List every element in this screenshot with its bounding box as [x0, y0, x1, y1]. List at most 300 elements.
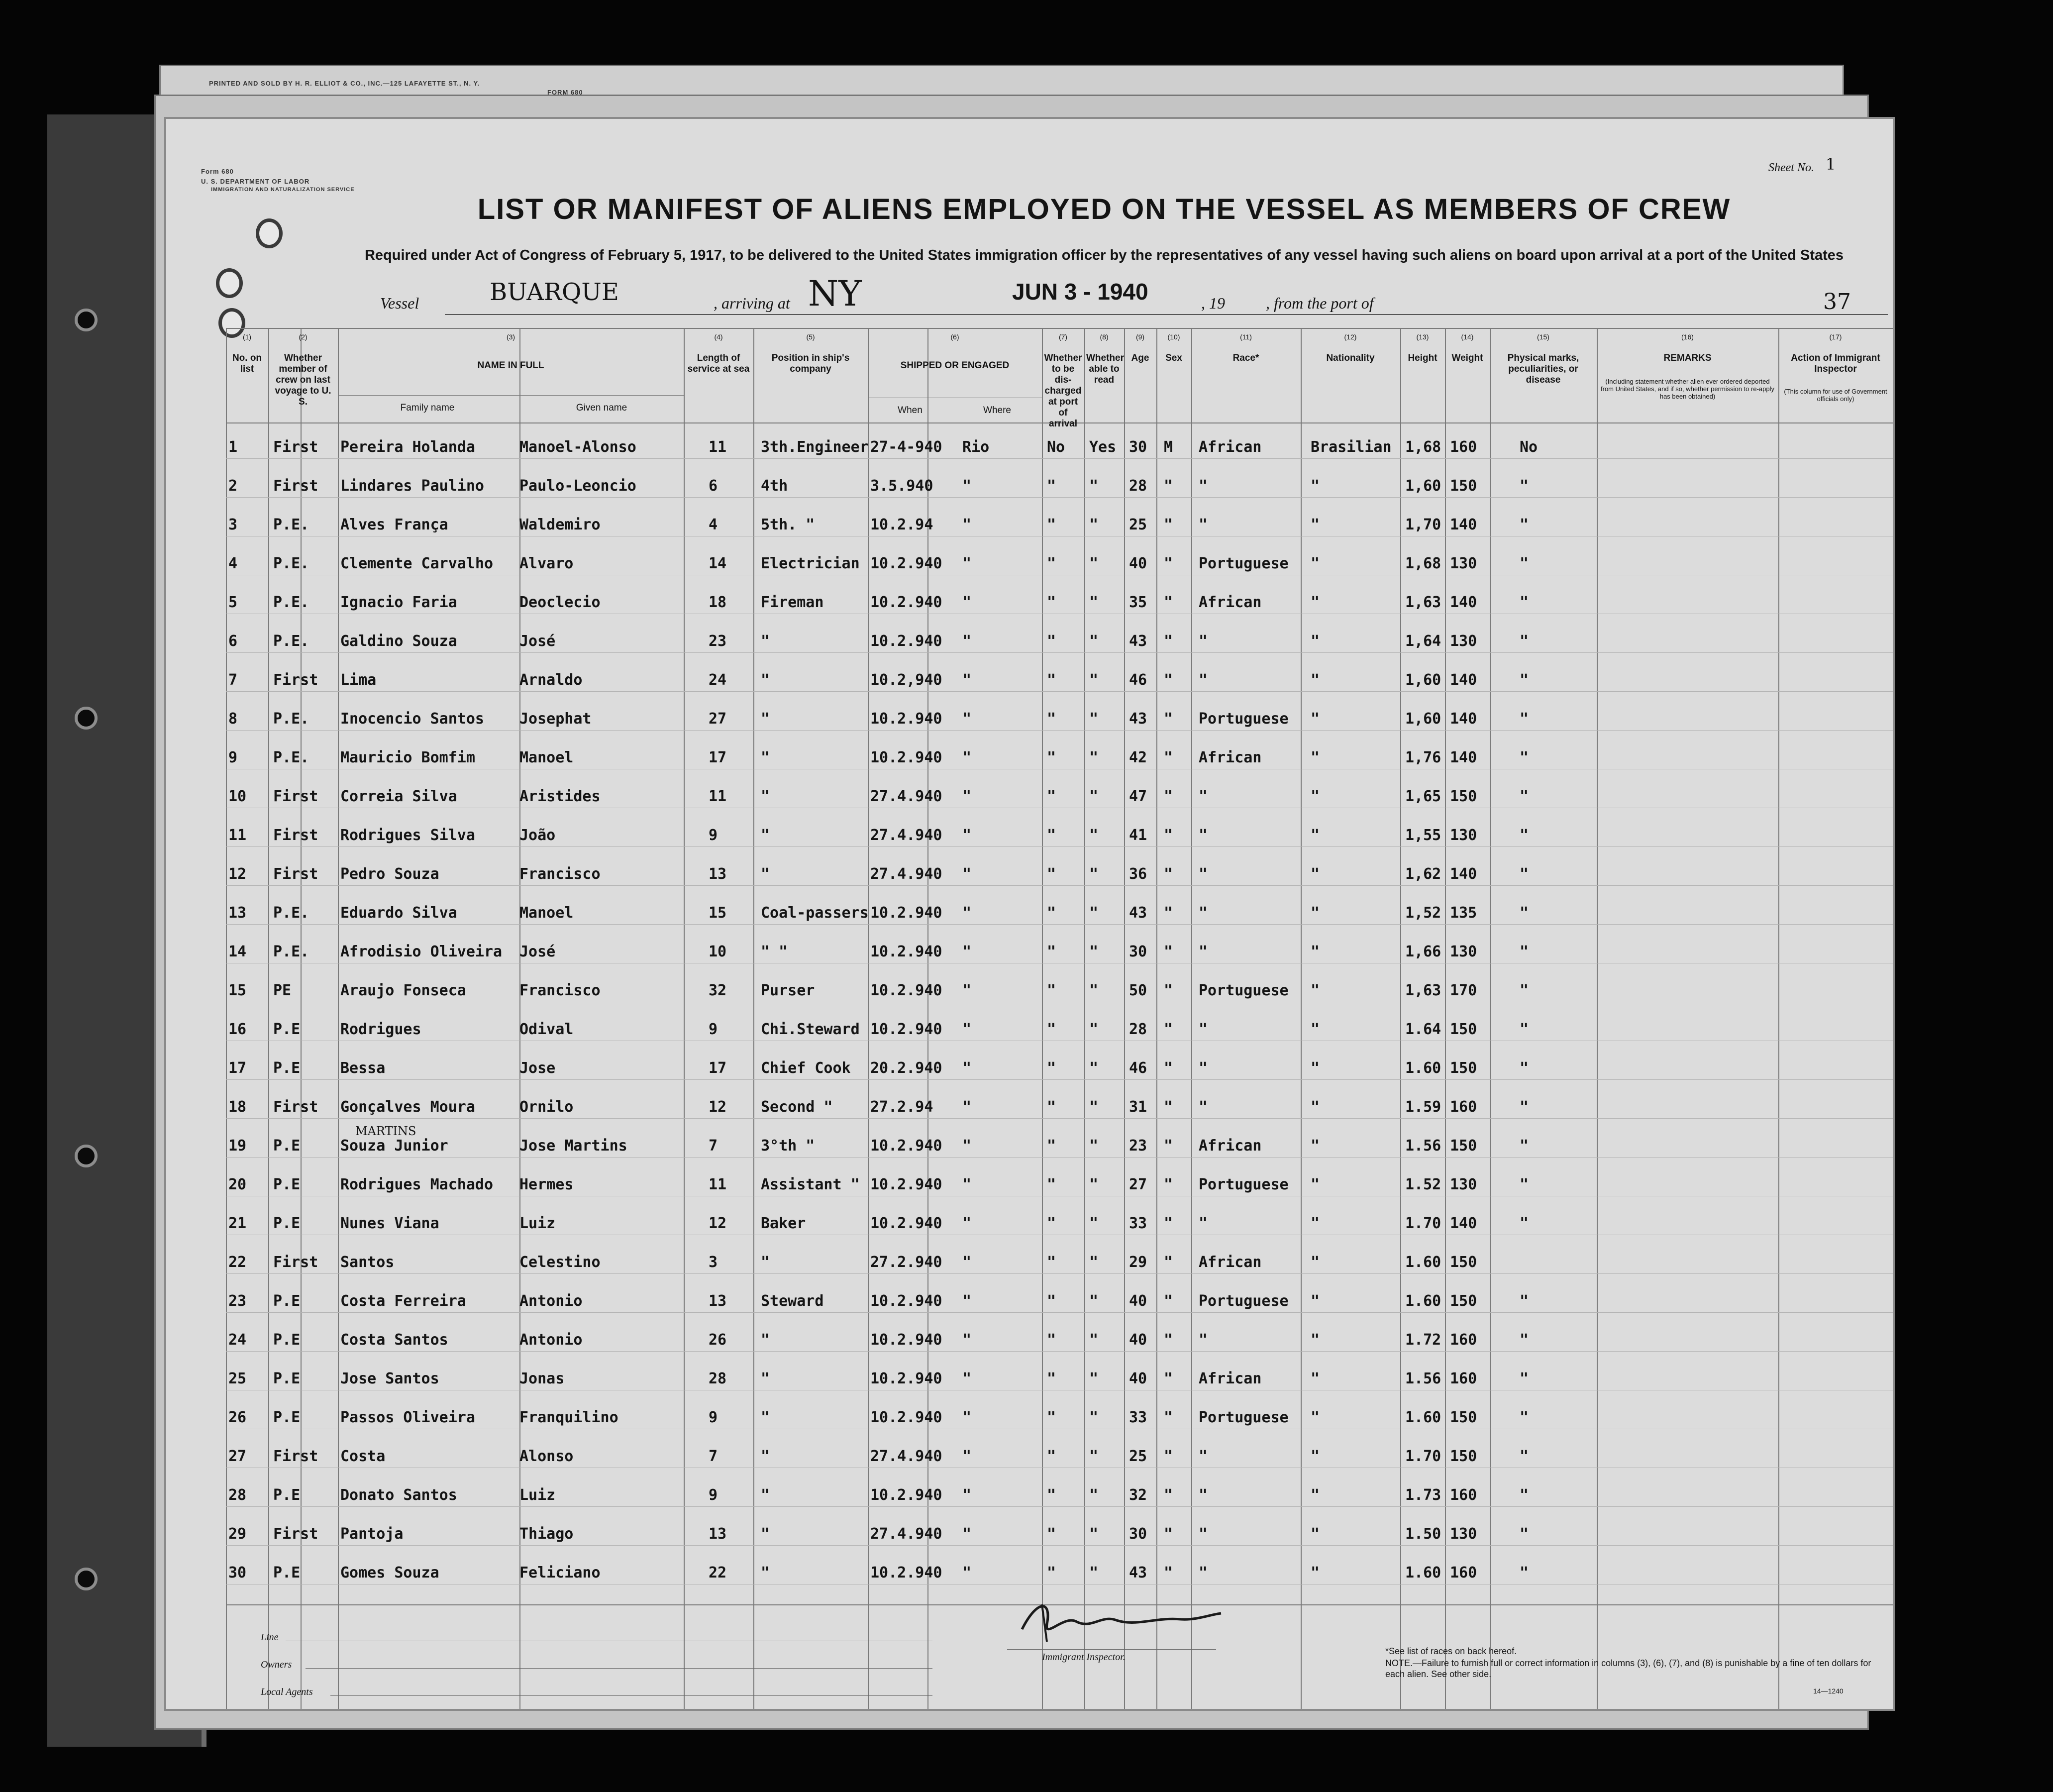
shipped-when: 27.4.940	[870, 1448, 942, 1465]
column-number: (1)	[242, 333, 252, 341]
row-number: 12	[228, 865, 247, 883]
physical-marks: "	[1520, 477, 1529, 495]
row-number: 19	[228, 1137, 247, 1155]
given-name: Celestino	[519, 1254, 601, 1271]
physical-marks: "	[1520, 788, 1529, 805]
age: 30	[1129, 438, 1147, 456]
race: "	[1199, 904, 1208, 922]
family-name: Lindares Paulino	[340, 477, 484, 495]
given-name: Luiz	[519, 1486, 556, 1504]
shipped-when: 10.2.940	[870, 749, 942, 766]
last-voyage-status: P.E.	[273, 516, 309, 533]
column-divider	[1597, 328, 1598, 1711]
shipped-where: "	[962, 1525, 972, 1543]
vessel-underline	[445, 314, 1888, 315]
last-voyage-status: P.E	[273, 1331, 301, 1349]
form-code: 14—1240	[1813, 1687, 1844, 1695]
shipped-when: 27.4.940	[870, 827, 942, 844]
column-divider	[338, 328, 339, 1711]
shipped-where: "	[962, 788, 972, 805]
nationality: "	[1311, 827, 1320, 844]
given-name: Feliciano	[519, 1564, 601, 1581]
column-number: (10)	[1167, 333, 1180, 341]
physical-marks: "	[1520, 594, 1529, 611]
given-name: Ornilo	[519, 1098, 574, 1116]
physical-marks: "	[1520, 1021, 1529, 1038]
physical-marks: "	[1520, 1292, 1529, 1310]
given-name: Waldemiro	[519, 516, 601, 533]
family-name: Pereira Holanda	[340, 438, 475, 456]
column-number: (2)	[299, 333, 308, 341]
given-name: Alonso	[519, 1448, 574, 1465]
age: 32	[1129, 1486, 1147, 1504]
given-name: Franquilino	[519, 1409, 618, 1426]
inspector-signature	[1017, 1594, 1226, 1649]
last-voyage-status: P.E	[273, 1059, 301, 1077]
column-header: NAME IN FULL	[477, 360, 544, 371]
service-length: 23	[709, 632, 727, 650]
last-voyage-status: First	[273, 1254, 318, 1271]
position: Coal-passers	[761, 904, 869, 922]
service-length: 17	[709, 749, 727, 766]
height: 1,70	[1405, 516, 1441, 533]
row-number: 2	[228, 477, 238, 495]
service-length: 32	[709, 982, 727, 999]
table-row	[226, 1118, 1893, 1119]
column-divider	[1400, 328, 1401, 1711]
position: "	[761, 827, 770, 844]
height: 1,60	[1405, 477, 1441, 495]
last-voyage-status: First	[273, 1448, 318, 1465]
sex: "	[1164, 827, 1173, 844]
race: African	[1199, 749, 1262, 766]
last-voyage-status: P.E.	[273, 594, 309, 611]
shipped-where: "	[962, 1215, 972, 1232]
family-name: Nunes Viana	[340, 1215, 439, 1232]
row-number: 8	[228, 710, 238, 728]
discharge-status: "	[1047, 1486, 1056, 1504]
physical-marks: "	[1520, 1370, 1529, 1387]
given-name: Arnaldo	[519, 671, 583, 689]
weight: 160	[1450, 1370, 1477, 1387]
shipped-when: 10.2.940	[870, 1292, 942, 1310]
shipped-where: "	[962, 1098, 972, 1116]
table-row	[226, 1545, 1893, 1546]
able-to-read: "	[1089, 788, 1099, 805]
service-length: 18	[709, 594, 727, 611]
agents-field	[330, 1695, 932, 1696]
row-number: 15	[228, 982, 247, 999]
physical-marks: "	[1520, 904, 1529, 922]
weight: 150	[1450, 477, 1477, 495]
column-header: Race*	[1232, 353, 1259, 363]
weight: 170	[1450, 982, 1477, 999]
weight: 150	[1450, 1059, 1477, 1077]
weight: 150	[1450, 788, 1477, 805]
column-header: Whether able to read	[1086, 353, 1124, 385]
shipped-where: "	[962, 1370, 972, 1387]
nationality: "	[1311, 943, 1320, 960]
races-note: *See list of races on back hereof.	[1385, 1646, 1517, 1656]
given-name: Aristides	[519, 788, 601, 805]
service-length: 13	[709, 865, 727, 883]
discharge-status: "	[1047, 904, 1056, 922]
able-to-read: "	[1089, 1059, 1099, 1077]
able-to-read: "	[1089, 1370, 1099, 1387]
given-name: Jonas	[519, 1370, 565, 1387]
physical-marks: "	[1520, 865, 1529, 883]
nationality: "	[1311, 1137, 1320, 1155]
row-number: 3	[228, 516, 238, 533]
family-name: Costa Ferreira	[340, 1292, 466, 1310]
sex: "	[1164, 1254, 1173, 1271]
discharge-status: "	[1047, 710, 1056, 728]
service-length: 9	[709, 1409, 718, 1426]
last-voyage-status: P.E.	[273, 749, 309, 766]
able-to-read: "	[1089, 1254, 1099, 1271]
arriving-label: , arriving at	[714, 294, 790, 312]
row-number: 7	[228, 671, 238, 689]
nationality: "	[1311, 1564, 1320, 1581]
race: "	[1199, 865, 1208, 883]
shipped-when: 27.4.940	[870, 1525, 942, 1543]
service-length: 11	[709, 788, 727, 805]
able-to-read: "	[1089, 943, 1099, 960]
height: 1,68	[1405, 438, 1441, 456]
given-name: Hermes	[519, 1176, 574, 1193]
weight: 160	[1450, 1486, 1477, 1504]
column-divider	[301, 328, 302, 1711]
race: "	[1199, 1331, 1208, 1349]
discharge-status: "	[1047, 1370, 1056, 1387]
service-length: 11	[709, 438, 727, 456]
column-number: (15)	[1537, 333, 1549, 341]
row-number: 22	[228, 1254, 247, 1271]
able-to-read: "	[1089, 1137, 1099, 1155]
race: Portuguese	[1199, 1176, 1289, 1193]
shipped-when: 10.2.940	[870, 632, 942, 650]
able-to-read: "	[1089, 982, 1099, 999]
table-row	[226, 846, 1893, 847]
from-port-label: , from the port of	[1266, 294, 1374, 312]
table-row	[226, 1312, 1893, 1313]
column-number: (6)	[950, 333, 959, 341]
nationality: "	[1311, 632, 1320, 650]
able-to-read: "	[1089, 1525, 1099, 1543]
height: 1.70	[1405, 1215, 1441, 1232]
date-stamp: JUN 3 - 1940	[1012, 279, 1148, 305]
given-name: Francisco	[519, 982, 601, 999]
shipped-where: "	[962, 555, 972, 572]
table-row	[226, 1351, 1893, 1352]
shipped-where: "	[962, 632, 972, 650]
last-voyage-status: P.E	[273, 1409, 301, 1426]
table-row	[226, 924, 1893, 925]
sex: "	[1164, 1176, 1173, 1193]
last-voyage-status: P.E	[273, 1137, 301, 1155]
age: 25	[1129, 516, 1147, 533]
service-length: 12	[709, 1215, 727, 1232]
column-divider	[1301, 328, 1302, 1711]
family-name: Araujo Fonseca	[340, 982, 466, 999]
position: "	[761, 1409, 770, 1426]
column-divider	[1042, 328, 1043, 1711]
vessel-name: BUARQUE	[490, 278, 619, 306]
table-row	[226, 1273, 1893, 1274]
column-divider	[226, 328, 227, 1711]
position: "	[761, 1254, 770, 1271]
position: "	[761, 749, 770, 766]
physical-marks: "	[1520, 827, 1529, 844]
age: 28	[1129, 1021, 1147, 1038]
race: "	[1199, 632, 1208, 650]
service-length: 14	[709, 555, 727, 572]
column-divider	[1124, 328, 1125, 1711]
column-number: (14)	[1461, 333, 1474, 341]
discharge-status: "	[1047, 1254, 1056, 1271]
sex: "	[1164, 1215, 1173, 1232]
given-name: Josephat	[519, 710, 592, 728]
able-to-read: "	[1089, 594, 1099, 611]
able-to-read: "	[1089, 1021, 1099, 1038]
last-voyage-status: First	[273, 865, 318, 883]
age: 35	[1129, 594, 1147, 611]
family-name: Inocencio Santos	[340, 710, 484, 728]
last-voyage-status: PE	[273, 982, 292, 999]
height: 1,68	[1405, 555, 1441, 572]
nationality: "	[1311, 671, 1320, 689]
column-divider	[868, 328, 869, 1711]
given-name: Deoclecio	[519, 594, 601, 611]
row-number: 23	[228, 1292, 247, 1310]
service-length: 9	[709, 1021, 718, 1038]
column-divider	[1156, 328, 1157, 1711]
service-length: 28	[709, 1370, 727, 1387]
family-name: Eduardo Silva	[340, 904, 457, 922]
age: 30	[1129, 943, 1147, 960]
sex: "	[1164, 1409, 1173, 1426]
service-length: 11	[709, 1176, 727, 1193]
service-length: 12	[709, 1098, 727, 1116]
service-length: 24	[709, 671, 727, 689]
physical-marks: "	[1520, 1215, 1529, 1232]
race: "	[1199, 1059, 1208, 1077]
height: 1.60	[1405, 1059, 1441, 1077]
height: 1.60	[1405, 1254, 1441, 1271]
shipped-where: "	[962, 1137, 972, 1155]
race: "	[1199, 516, 1208, 533]
age: 40	[1129, 1331, 1147, 1349]
family-name: Passos Oliveira	[340, 1409, 475, 1426]
last-voyage-status: First	[273, 788, 318, 805]
nationality: "	[1311, 1448, 1320, 1465]
shipped-when: 10.2.94	[870, 516, 933, 533]
able-to-read: "	[1089, 710, 1099, 728]
height: 1.50	[1405, 1525, 1441, 1543]
shipped-where: "	[962, 1176, 972, 1193]
row-number: 9	[228, 749, 238, 766]
family-name: Souza Junior	[340, 1137, 448, 1155]
family-name: Costa	[340, 1448, 386, 1465]
family-name: Pedro Souza	[340, 865, 439, 883]
discharge-status: "	[1047, 1137, 1056, 1155]
service-length: 15	[709, 904, 727, 922]
row-number: 30	[228, 1564, 247, 1581]
able-to-read: "	[1089, 749, 1099, 766]
row-number: 25	[228, 1370, 247, 1387]
age: 33	[1129, 1215, 1147, 1232]
last-voyage-status: First	[273, 438, 318, 456]
table-row	[226, 458, 1893, 459]
physical-marks: No	[1520, 438, 1538, 456]
race: Portuguese	[1199, 982, 1289, 999]
service-length: 7	[709, 1448, 718, 1465]
table-row	[226, 1157, 1893, 1158]
family-name: Ignacio Faria	[340, 594, 457, 611]
row-number: 13	[228, 904, 247, 922]
position: "	[761, 788, 770, 805]
last-voyage-status: P.E	[273, 1370, 301, 1387]
sex: "	[1164, 1448, 1173, 1465]
family-name: Mauricio Bomfim	[340, 749, 475, 766]
column-header: REMARKS	[1663, 353, 1712, 363]
weight: 140	[1450, 865, 1477, 883]
sex: "	[1164, 1098, 1173, 1116]
shipped-when: 10.2.940	[870, 1176, 942, 1193]
height: 1.60	[1405, 1409, 1441, 1426]
height: 1,55	[1405, 827, 1441, 844]
family-name: Afrodisio Oliveira	[340, 943, 503, 960]
shipped-when: 10.2.940	[870, 1331, 942, 1349]
physical-marks: "	[1520, 632, 1529, 650]
discharge-status: "	[1047, 1292, 1056, 1310]
shipped-where: "	[962, 671, 972, 689]
column-header: Length of service at sea	[687, 353, 750, 374]
column-number: (11)	[1240, 333, 1252, 341]
discharge-status: "	[1047, 1021, 1056, 1038]
given-name: Luiz	[519, 1215, 556, 1232]
nationality: "	[1311, 1176, 1320, 1193]
sex: "	[1164, 904, 1173, 922]
column-number: (17)	[1829, 333, 1842, 341]
age: 40	[1129, 555, 1147, 572]
family-name: Gonçalves Moura	[340, 1098, 475, 1116]
column-header: Nationality	[1326, 353, 1375, 363]
binder-hole	[75, 309, 98, 331]
weight: 130	[1450, 632, 1477, 650]
discharge-status: "	[1047, 1409, 1056, 1426]
sex: "	[1164, 671, 1173, 689]
age: 23	[1129, 1137, 1147, 1155]
column-divider	[1084, 328, 1085, 1711]
position: Second "	[761, 1098, 833, 1116]
shipped-when: 10.2.940	[870, 1409, 942, 1426]
service-length: 13	[709, 1292, 727, 1310]
family-name: Pantoja	[340, 1525, 404, 1543]
discharge-status: "	[1047, 1098, 1056, 1116]
row-number: 1	[228, 438, 238, 456]
age: 31	[1129, 1098, 1147, 1116]
column-number: (7)	[1058, 333, 1068, 341]
race: "	[1199, 1486, 1208, 1504]
row-number: 27	[228, 1448, 247, 1465]
column-header: Physical marks, peculiarities, or disease	[1507, 353, 1579, 385]
height: 1,63	[1405, 594, 1441, 611]
height: 1,66	[1405, 943, 1441, 960]
remarks-note: (Including statement whether alien ever ordered deported from United States, and if so, whether permission to re-apply has been obtained)	[1601, 378, 1774, 400]
family-name: Clemente Carvalho	[340, 555, 494, 572]
race: "	[1199, 1021, 1208, 1038]
height: 1.56	[1405, 1370, 1441, 1387]
discharge-status: "	[1047, 749, 1056, 766]
age: 36	[1129, 865, 1147, 883]
where-header: Where	[983, 405, 1011, 416]
able-to-read: "	[1089, 1215, 1099, 1232]
last-voyage-status: First	[273, 1098, 318, 1116]
family-name: Santos	[340, 1254, 395, 1271]
weight: 135	[1450, 904, 1477, 922]
race: "	[1199, 827, 1208, 844]
last-voyage-status: P.E.	[273, 555, 309, 572]
service-length: 10	[709, 943, 727, 960]
column-header: Sex	[1165, 353, 1182, 363]
physical-marks: "	[1520, 1409, 1529, 1426]
sex: "	[1164, 749, 1173, 766]
position: Steward	[761, 1292, 824, 1310]
given-name: Alvaro	[519, 555, 574, 572]
discharge-status: No	[1047, 438, 1065, 456]
race: Portuguese	[1199, 1292, 1289, 1310]
weight: 150	[1450, 1448, 1477, 1465]
position: Electrician	[761, 555, 860, 572]
given-name: Paulo-Leoncio	[519, 477, 636, 495]
given-name: Antonio	[519, 1292, 583, 1310]
shipped-when: 10.2.940	[870, 1137, 942, 1155]
service-length: 3	[709, 1254, 718, 1271]
sheet-number: 1	[1826, 155, 1836, 174]
table-row	[226, 691, 1893, 692]
table-row	[226, 1506, 1893, 1507]
column-number: (3)	[506, 333, 515, 341]
binder-hole	[75, 1145, 98, 1167]
weight: 150	[1450, 1292, 1477, 1310]
column-header: Whether member of crew on last voyage to U. S.	[275, 353, 331, 407]
able-to-read: "	[1089, 555, 1099, 572]
shipped-when: 10.2.940	[870, 1486, 942, 1504]
table-row	[226, 497, 1893, 498]
physical-marks: "	[1520, 555, 1529, 572]
last-voyage-status: P.E.	[273, 943, 309, 960]
race: "	[1199, 788, 1208, 805]
discharge-status: "	[1047, 594, 1056, 611]
race: African	[1199, 1254, 1262, 1271]
when-header: When	[898, 405, 923, 416]
agents-label: Local Agents	[261, 1687, 313, 1697]
family-name-annotation: MARTINS	[355, 1124, 416, 1138]
position: 3th.Engineer	[761, 438, 869, 456]
given-name: Francisco	[519, 865, 601, 883]
shipped-where: "	[962, 1059, 972, 1077]
shipped-where: "	[962, 865, 972, 883]
nationality: "	[1311, 710, 1320, 728]
sex: "	[1164, 1021, 1173, 1038]
age: 25	[1129, 1448, 1147, 1465]
manifest-sheet	[164, 117, 1895, 1711]
row-number: 20	[228, 1176, 247, 1193]
row-number: 21	[228, 1215, 247, 1232]
shipped-when: 10.2.940	[870, 1564, 942, 1581]
race: "	[1199, 1525, 1208, 1543]
